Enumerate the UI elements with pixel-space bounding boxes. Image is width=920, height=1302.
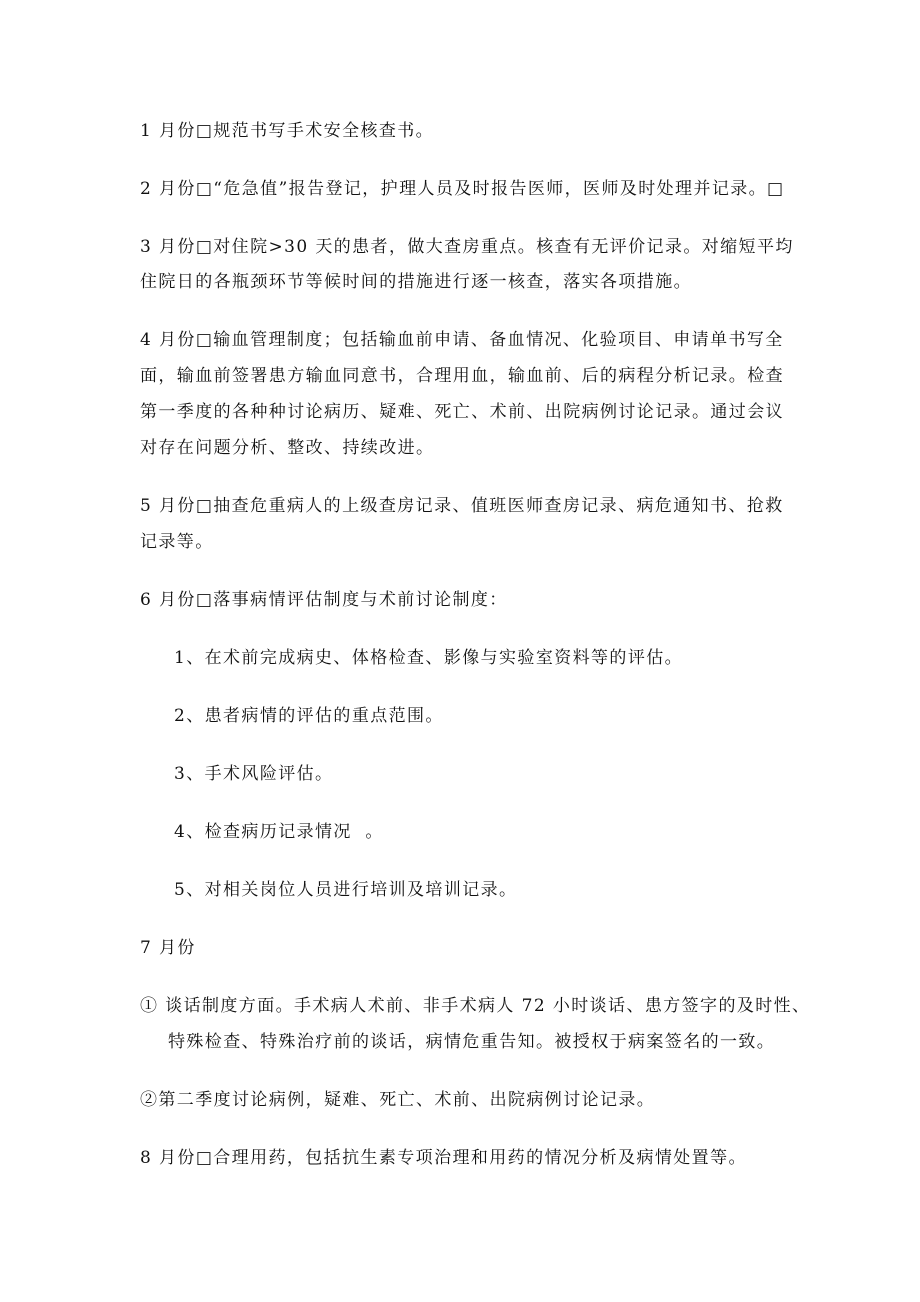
month-7-item-2: ②第二季度讨论病例，疑难、死亡、术前、出院病例讨论记录。 (140, 1090, 656, 1110)
paragraph-month-2: 2 月份□“危急值”报告登记，护理人员及时报告医师，医师及时处理并记录。□ (140, 179, 785, 199)
paragraph-month-4-line-1: 4 月份□输血管理制度；包括输血前申请、备血情况、化验项目、申请单书写全 (140, 330, 784, 350)
paragraph-month-3-line-2: 住院日的各瓶颈环节等候时间的措施进行逐一核查，落实各项措施。 (140, 272, 692, 292)
month-7-item-1-line-2: 特殊检查、特殊治疗前的谈话，病情危重告知。被授权于病案签名的一致。 (168, 1032, 776, 1052)
paragraph-month-7-heading: 7 月份 (140, 938, 196, 958)
list-item: 3、手术风险评估。 (174, 764, 334, 784)
list-item: 2、患者病情的评估的重点范围。 (174, 706, 444, 726)
list-item: 1、在术前完成病史、体格检查、影像与实验室资料等的评估。 (174, 648, 684, 668)
paragraph-month-3-line-1: 3 月份□对住院>30 天的患者，做大查房重点。核查有无评价记录。对缩短平均 (140, 237, 794, 257)
month-7-item-1-line-1: ① 谈话制度方面。手术病人术前、非手术病人 72 小时谈话、患方签字的及时性、 (140, 996, 811, 1016)
paragraph-month-1: 1 月份□规范书写手术安全核查书。 (140, 121, 435, 141)
paragraph-month-5-line-2: 记录等。 (140, 532, 214, 552)
list-item: 4、检查病历记录情况 。 (174, 822, 384, 842)
paragraph-month-4-line-3: 第一季度的各种种讨论病历、疑难、死亡、术前、出院病例讨论记录。通过会议 (140, 402, 784, 422)
paragraph-month-4-line-4: 对存在问题分析、整改、持续改进。 (140, 438, 435, 458)
paragraph-month-5-line-1: 5 月份□抽查危重病人的上级查房记录、值班医师查房记录、病危通知书、抢救 (140, 496, 784, 516)
paragraph-month-6-heading: 6 月份□落事病情评估制度与术前讨论制度： (140, 590, 508, 610)
paragraph-month-8: 8 月份□合理用药，包括抗生素专项治理和用药的情况分析及病情处置等。 (140, 1148, 747, 1168)
list-item: 5、对相关岗位人员进行培训及培训记录。 (174, 880, 518, 900)
paragraph-month-4-line-2: 面，输血前签署患方输血同意书，合理用血，输血前、后的病程分析记录。检查 (140, 366, 784, 386)
